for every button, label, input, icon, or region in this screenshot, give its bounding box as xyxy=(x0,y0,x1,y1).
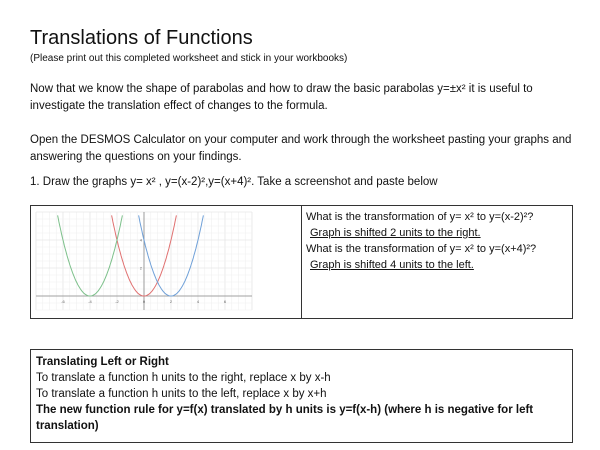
parabola-graph xyxy=(31,206,301,318)
rule-line2: To translate a function h units to the left, replace x by x+h xyxy=(36,388,327,400)
y-tick-label: 2 xyxy=(139,265,142,271)
intro-line1: Now that we know the shape of parabolas and how to draw the basic parabolas y=±x² it is useful to xyxy=(30,83,533,95)
answer-cell xyxy=(302,206,540,318)
answer-2: Graph is shifted 4 units to the left. xyxy=(310,259,474,271)
task-1: 1. Draw the graphs y= x² , y=(x-2)²,y=(x+4)². Take a screenshot and paste below xyxy=(30,176,438,188)
x-tick-label: 0 xyxy=(142,299,146,304)
rule-box xyxy=(30,349,573,443)
x-tick-label: -6 xyxy=(61,299,65,304)
rule-line1: To translate a function h units to the right, replace x by x-h xyxy=(36,372,331,384)
x-tick-label: 6 xyxy=(223,299,227,304)
rule-heading: Translating Left or Right xyxy=(36,356,169,368)
subtitle: (Please print out this completed worksheet and stick in your workbooks) xyxy=(30,53,348,64)
desmos-line1: Open the DESMOS Calculator on your computer and work through the worksheet pasting your graphs and xyxy=(30,134,572,146)
intro-line2: investigate the translation effect of changes to the formula. xyxy=(30,100,328,112)
rule-line3: The new function rule for y=f(x) translated by h units is y=f(x-h) (where h is negative for left xyxy=(36,404,534,416)
question-2: What is the transformation of y= x² to y=(x+4)²? xyxy=(306,243,537,255)
x-tick-label: -2 xyxy=(115,299,119,304)
x-tick-label: -4 xyxy=(88,299,92,304)
x-tick-label: 2 xyxy=(169,299,173,304)
desmos-line2: answering the questions on your findings. xyxy=(30,151,242,163)
rule-line4: translation) xyxy=(36,420,99,432)
question-1: What is the transformation of y= x² to y=(x-2)²? xyxy=(306,211,534,223)
page-title: Translations of Functions xyxy=(30,27,253,49)
answer-1: Graph is shifted 2 units to the right. xyxy=(310,227,481,239)
answer-table xyxy=(30,205,573,319)
graph-cell xyxy=(31,206,302,318)
x-tick-label: 4 xyxy=(196,299,200,304)
y-tick-label: 4 xyxy=(139,237,142,243)
